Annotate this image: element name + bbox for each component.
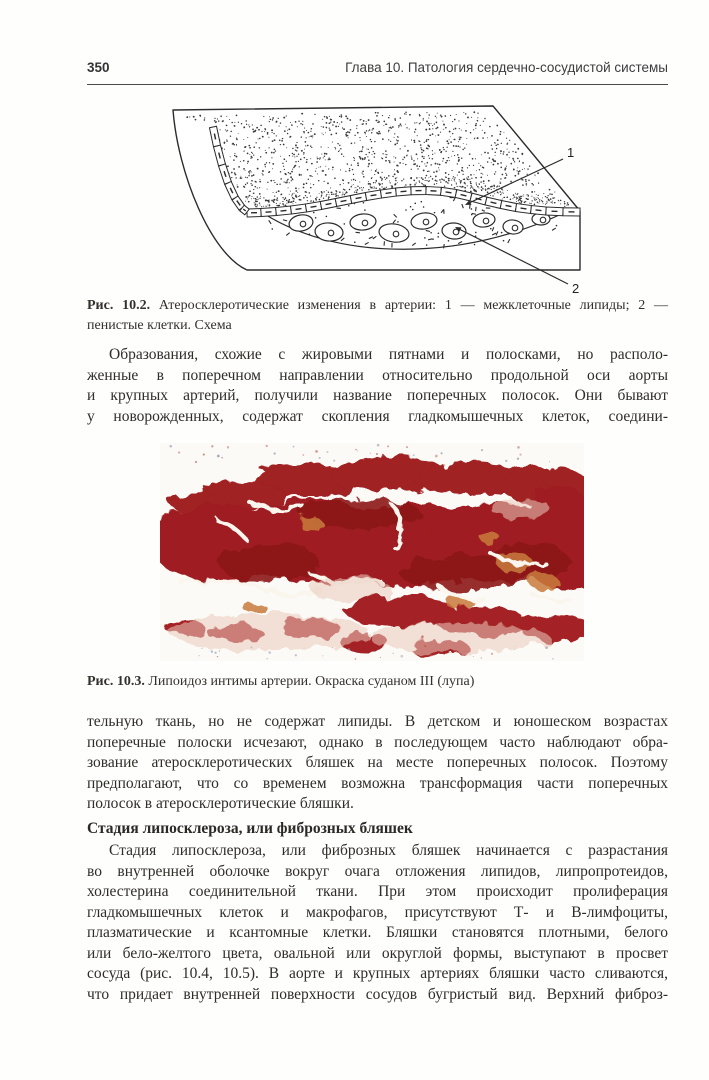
text-line: у новорожденных, содержат скопления гладкомышечных клеток, соедини- (87, 407, 668, 425)
caption-text: Липоидоз интимы артерии. Окраска суданом III (лупа) (148, 674, 475, 689)
caption-line: пенистые клетки. Схема (87, 318, 232, 333)
text-line: тельную ткань, но не содержат липиды. В детском и юношеском возрастах (87, 713, 668, 730)
caption-line (87, 296, 668, 316)
text-line: плазматические и ксантомные клетки. Бляшки становятся плотными, белого (87, 924, 668, 941)
text-line: или бело-желтого цвета, овальной или округлой формы, выступают в просвет (87, 944, 668, 962)
text-line: сосуда (рис. 10.4, 10.5). В аорте и крупных артериях бляшки часто сливаются, (87, 965, 668, 982)
figure-annotation-2: 2 (572, 281, 580, 295)
paragraph-3 (87, 842, 668, 1006)
text-line: женные в поперечном направлении относительно продольной оси аорты (87, 366, 668, 384)
text-line: полосок в атеросклеротические бляшки. (87, 795, 354, 812)
text-line: предполагают, что со временем возможна трансформация части поперечных (87, 774, 668, 792)
caption-figure-10-2 (87, 296, 668, 336)
text-line: зование атеросклеротических бляшек на месте поперечных полосок. Поэтому (87, 754, 668, 771)
section-heading: Стадия липосклероза, или фиброзных бляшек (87, 820, 413, 837)
caption-text: Атеросклеротические изменения в артерии: 1 — межклеточные липиды; 2 — (158, 298, 668, 313)
text-line: Образования, схожие с жировыми пятнами и полосками, но располо- (109, 346, 668, 363)
histology-photo (160, 443, 584, 661)
figure-annotation-1: 1 (567, 145, 575, 160)
page-number: 350 (87, 60, 110, 75)
text-line: гладкомышечных клеток и макрофагов, присутствуют Т- и В-лимфоциты, (87, 903, 668, 921)
text-line: Стадия липосклероза, или фиброзных бляшек начинается с разрастания (109, 842, 668, 859)
paragraph-1 (87, 346, 668, 428)
text-line: и крупных артерий, получили название поперечных полосок. Они бывают (87, 387, 668, 404)
figure-10-3-photo (160, 443, 584, 661)
caption-label: Рис. 10.3. (87, 674, 145, 689)
text-line: поперечные полоски исчезают, однако в последующем часто наблюдают обра- (87, 733, 668, 751)
artery-schematic-drawing (166, 99, 602, 295)
caption-line (87, 672, 668, 692)
text-line: что придает внутренней поверхности сосудов бугристый вид. Верхний фиброз- (87, 985, 668, 1003)
running-head (87, 60, 668, 85)
text-line: холестерина соединительной ткани. При этом происходит пролиферация (87, 883, 668, 900)
caption-figure-10-3 (87, 672, 668, 692)
figure-10-2-schematic (166, 99, 602, 295)
chapter-title: Глава 10. Патология сердечно-сосудистой системы (345, 60, 668, 75)
paragraph-2 (87, 713, 668, 816)
text-line: во внутренней оболочке вокруг очага отложения липидов, липропротеидов, (87, 862, 668, 880)
caption-label: Рис. 10.2. (87, 298, 151, 313)
